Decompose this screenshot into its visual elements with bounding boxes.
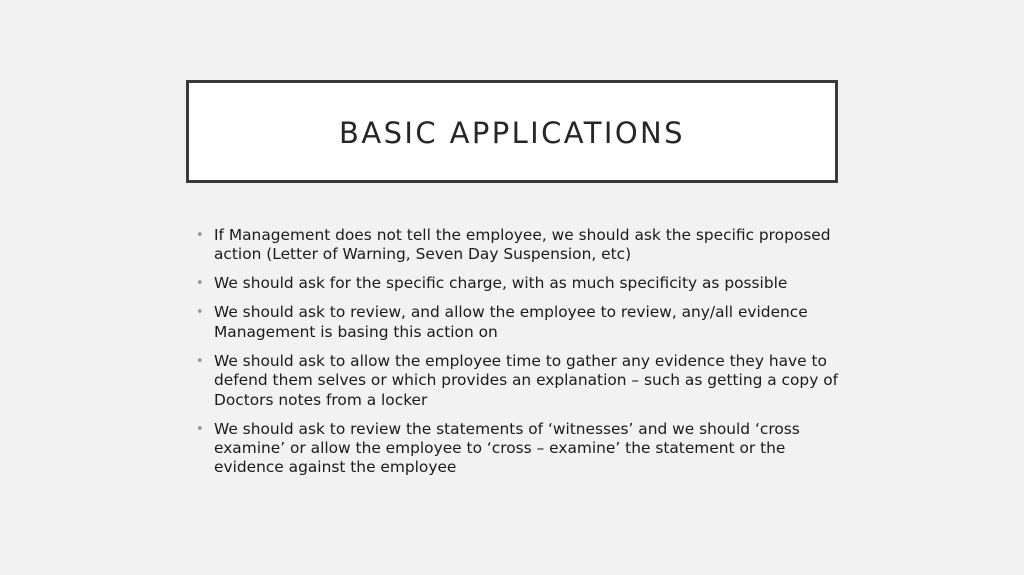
bullet-marker-icon: • (196, 276, 204, 292)
bullet-item (196, 420, 846, 478)
bullet-marker-icon: • (196, 421, 204, 437)
bullet-text: We should ask to review, and allow the employee to review, any/all evidence Management is basing this action on (214, 303, 808, 341)
bullet-text: If Management does not tell the employee, we should ask the specific proposed action (Letter of Warning, Seven Day Suspension, etc) (214, 226, 831, 264)
title-box (186, 80, 838, 183)
bullet-item (196, 226, 846, 265)
bullet-item (196, 303, 846, 342)
bullet-item (196, 352, 846, 410)
bullet-text: We should ask for the specific charge, with as much specificity as possible (214, 274, 788, 293)
slide-title: BASIC APPLICATIONS (339, 115, 685, 150)
bullet-marker-icon: • (196, 353, 204, 369)
bullet-text: We should ask to review the statements of ‘witnesses’ and we should ‘cross examine’ or allow the employee to ‘cross – examine’ the statement or the evidence against the employee (214, 419, 800, 477)
bullet-marker-icon: • (196, 228, 204, 243)
bullet-list (196, 226, 846, 487)
bullet-marker-icon: • (196, 305, 204, 321)
bullet-text: We should ask to allow the employee time to gather any evidence they have to defend them selves or which provides an explanation – such as getting a copy of Doctors notes from a locker (214, 351, 839, 409)
bullet-item (196, 274, 846, 293)
